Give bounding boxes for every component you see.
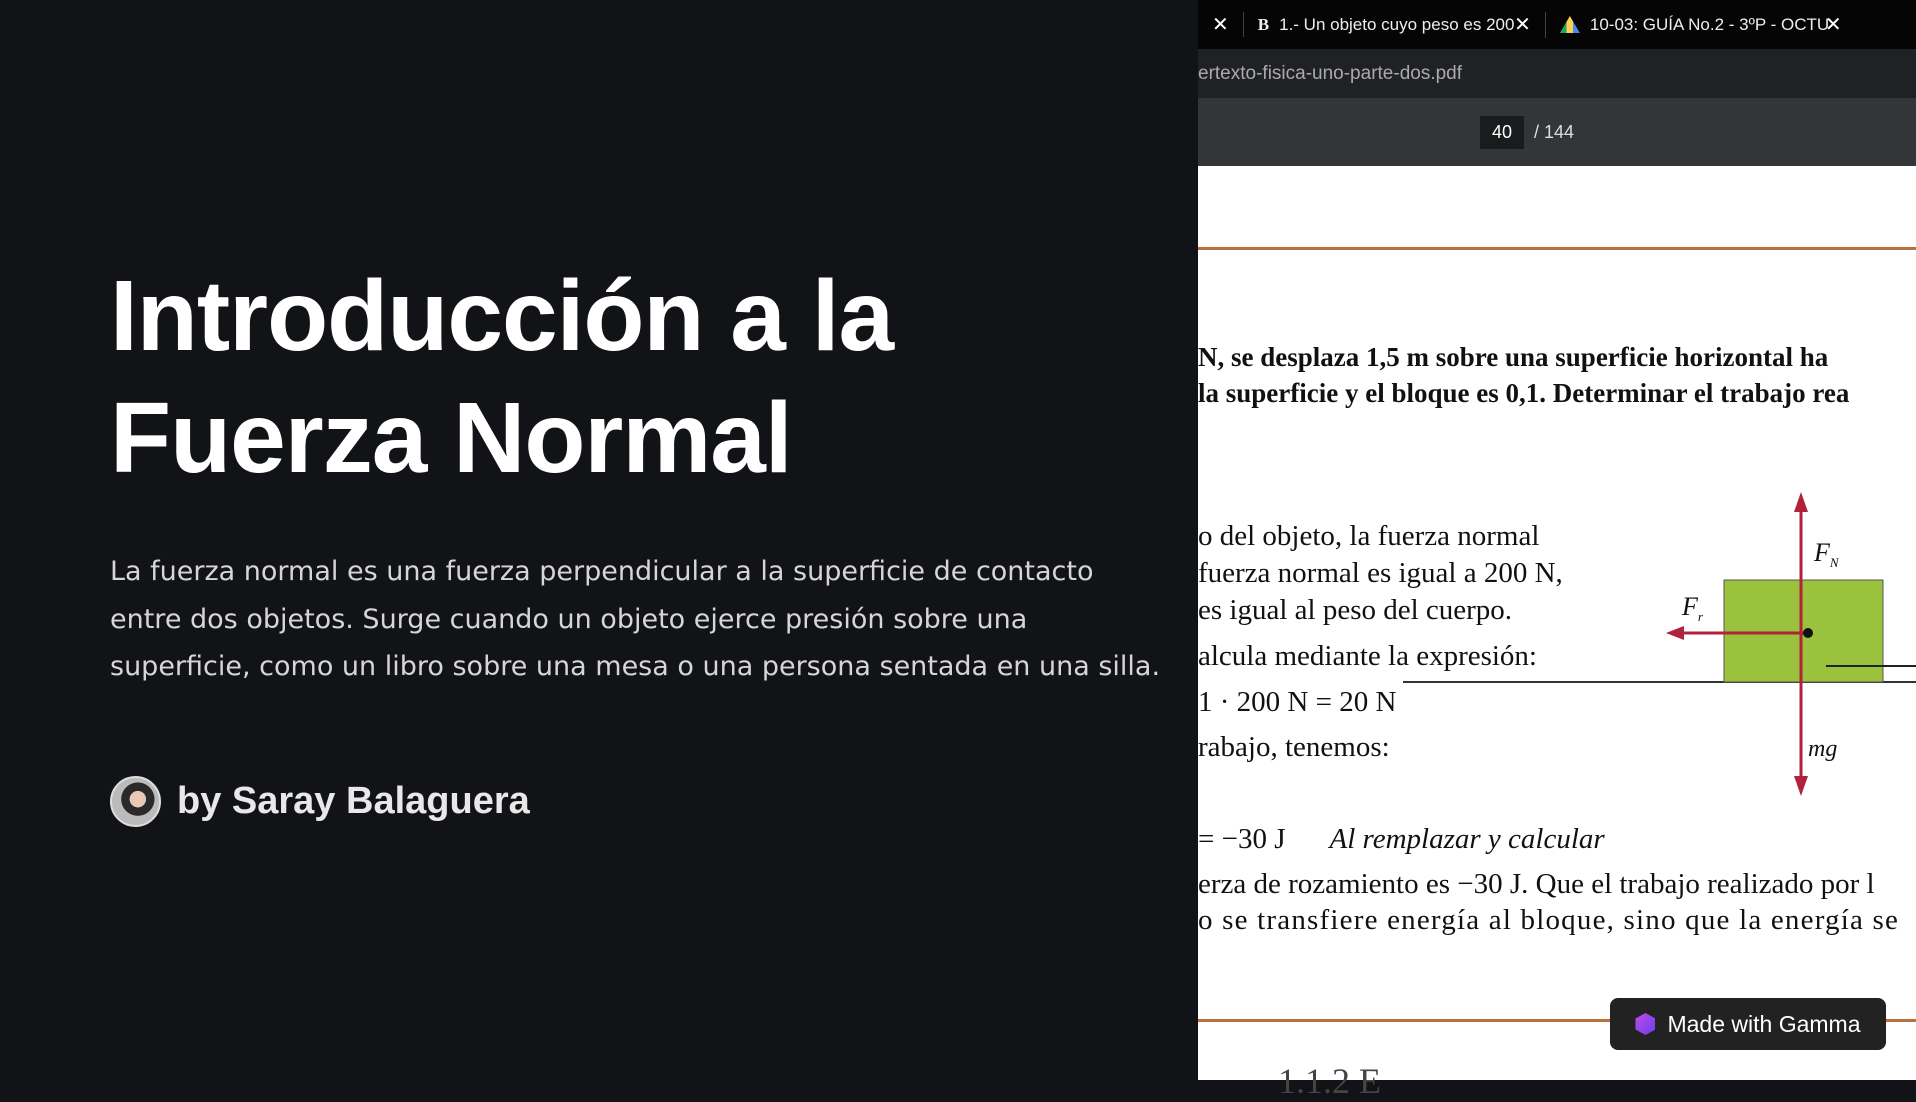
tab-label: 10-03: GUÍA No.2 - 3ºP - OCTU (1589, 14, 1830, 34)
close-icon[interactable]: ✕ (1824, 14, 1842, 36)
center-point (1803, 628, 1813, 638)
pdf-text: fuerza normal es igual a 200 N, (1198, 557, 1563, 589)
pdf-text: es igual al peso del cuerpo. (1198, 594, 1513, 626)
title-line-2: Fuerza Normal (110, 382, 792, 494)
fr-sub: r (1697, 609, 1703, 625)
author-name: by Saray Balaguera (177, 780, 530, 822)
pdf-text: 1 · 200 N = 20 N (1198, 686, 1397, 718)
fn-sub: N (1829, 555, 1839, 571)
pdf-text: = −30 J (1198, 823, 1286, 855)
author (110, 776, 530, 827)
close-icon[interactable]: ✕ (1198, 12, 1244, 37)
screenshot-image (1198, 0, 1916, 1101)
slide-description: La fuerza normal es una fuerza perpendicular a la superficie de contacto entre dos objetos. Surge cuando un objeto ejerce presión sobre una superficie, como un libro sobre una mesa o una persona sentada en una silla. (110, 556, 1161, 682)
badge-label: Made with Gamma (1667, 1010, 1861, 1037)
page-total: / 144 (1533, 121, 1575, 142)
b-icon: B (1257, 14, 1270, 34)
pdf-text: la superficie y el bloque es 0,1. Determinar el trabajo rea (1198, 378, 1850, 408)
fn-label: F (1814, 538, 1830, 567)
gamma-logo-icon (1635, 1013, 1655, 1035)
force-diagram (1198, 0, 1916, 1080)
pdf-text: o del objeto, la fuerza normal (1198, 520, 1540, 552)
pdf-text: alcula mediante la expresión: (1198, 640, 1537, 672)
mg-label: mg (1808, 736, 1838, 762)
pdf-text: N, se desplaza 1,5 m sobre una superficie horizontal ha (1198, 342, 1829, 372)
close-icon[interactable]: ✕ (1514, 14, 1531, 36)
arrow-head (1666, 626, 1684, 640)
pdf-text: erza de rozamiento es −30 J. Que el trabajo realizado por l (1198, 868, 1875, 900)
address-bar[interactable]: ertexto-fisica-uno-parte-dos.pdf (1198, 49, 1916, 98)
arrow-head (1794, 492, 1808, 512)
page-number-input[interactable]: 40 (1480, 116, 1524, 149)
pdf-text: Al remplazar y calcular (1329, 823, 1605, 855)
slide-title (110, 255, 893, 499)
made-with-gamma-badge[interactable] (1610, 998, 1886, 1050)
pdf-text: rabajo, tenemos: (1198, 731, 1390, 763)
pdf-text: o se transfiere energía al bloque, sino que la energía se (1198, 904, 1900, 936)
fr-label: F (1682, 592, 1698, 621)
arrow-head (1794, 776, 1808, 796)
tab-label: 1.- Un objeto cuyo peso es 200 (1279, 14, 1515, 34)
avatar (110, 776, 161, 827)
pdf-heading: 1.1.2 E (1278, 1061, 1381, 1101)
title-line-1: Introducción a la (110, 260, 894, 372)
